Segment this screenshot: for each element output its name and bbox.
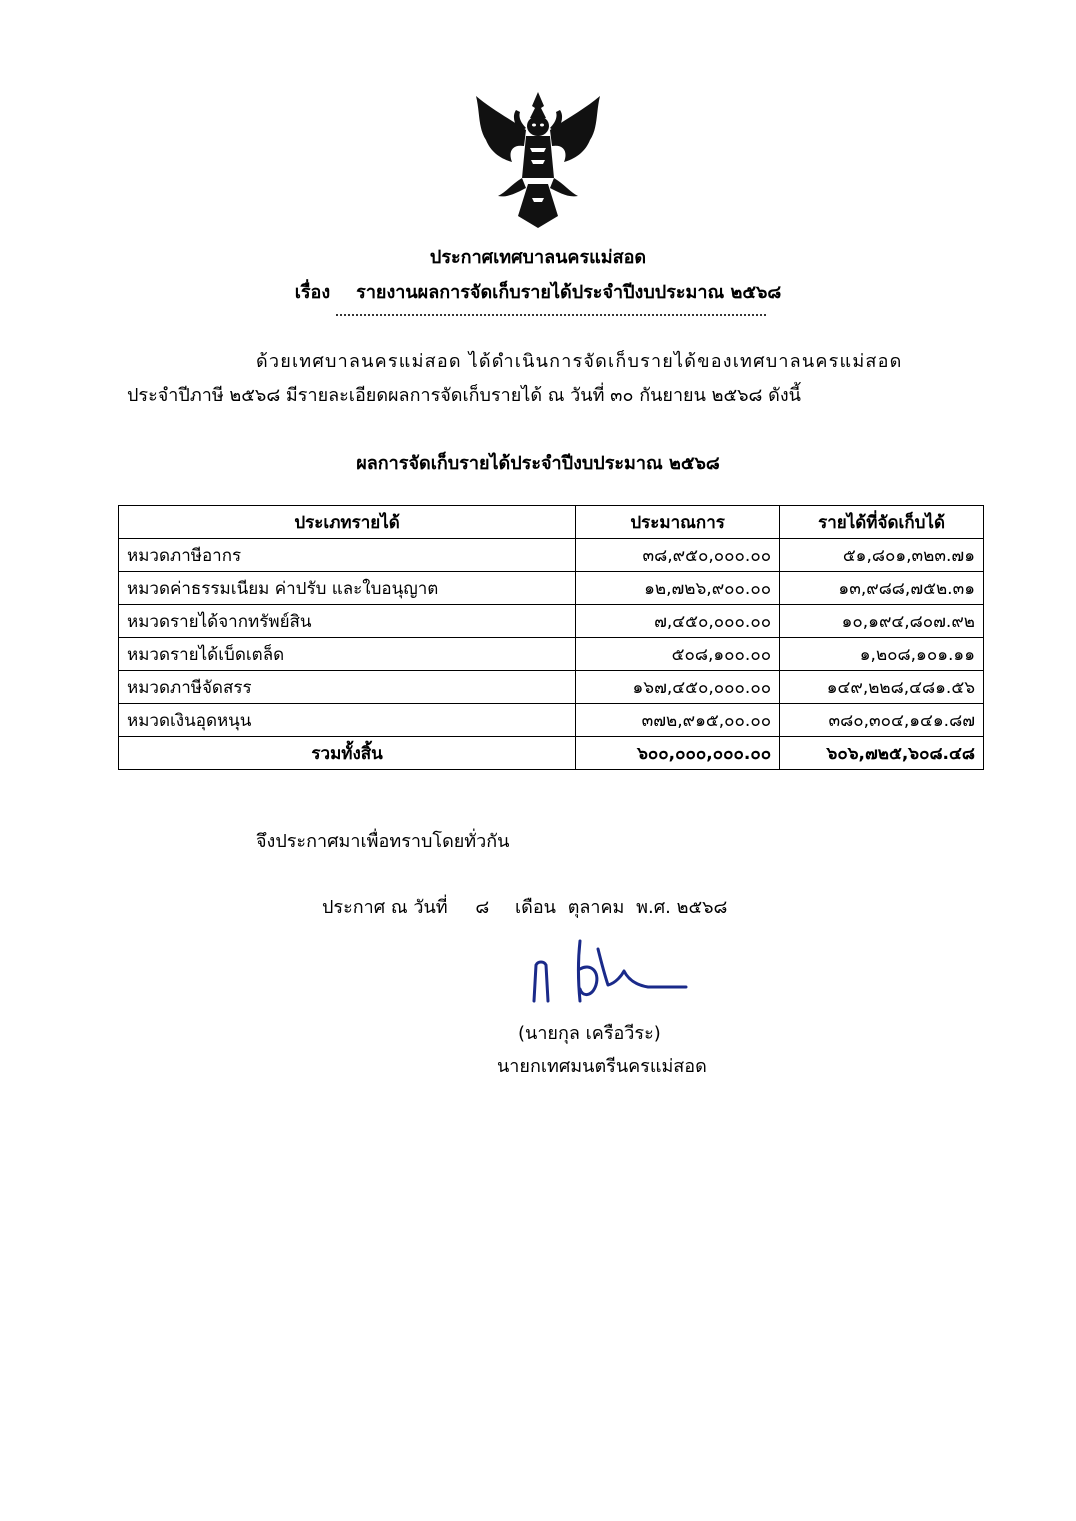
garuda-emblem-icon [468, 88, 608, 233]
table-title: ผลการจัดเก็บรายได้ประจำปีงบประมาณ ๒๕๖๘ [356, 453, 720, 474]
row-estimate: ๑๖๗,๔๕๐,๐๐๐.๐๐ [576, 671, 780, 704]
header-estimate: ประมาณการ [576, 506, 780, 539]
dotted-divider [336, 306, 766, 316]
revenue-table [118, 505, 984, 770]
row-collected: ๕๑,๘๐๑,๓๒๓.๗๑ [780, 539, 984, 572]
subject-text: รายงานผลการจัดเก็บรายได้ประจำปีงบประมาณ ๒๕๖๘ [356, 282, 782, 303]
signatory-position: นายกเทศมนตรีนครแม่สอด [497, 1056, 707, 1077]
date-prefix: ประกาศ ณ วันที่ [322, 897, 448, 918]
table-row [119, 572, 984, 605]
row-estimate: ๗,๔๕๐,๐๐๐.๐๐ [576, 605, 780, 638]
body-paragraph-line-1: ด้วยเทศบาลนครแม่สอด ได้ดำเนินการจัดเก็บรายได้ของเทศบาลนครแม่สอด [256, 351, 903, 372]
signature-icon [524, 935, 694, 1010]
date-year: พ.ศ. ๒๕๖๘ [636, 897, 728, 918]
total-collected: ๖๐๖,๗๒๕,๖๐๘.๔๘ [780, 737, 984, 770]
table-header-row [119, 506, 984, 539]
header-revenue-type: ประเภทรายได้ [119, 506, 576, 539]
date-month-label: เดือน [514, 897, 556, 918]
table-row [119, 539, 984, 572]
row-collected: ๑,๒๐๘,๑๐๑.๑๑ [780, 638, 984, 671]
total-label: รวมทั้งสิ้น [119, 737, 576, 770]
row-category: หมวดรายได้จากทรัพย์สิน [119, 605, 576, 638]
row-category: หมวดภาษีอากร [119, 539, 576, 572]
date-month: ตุลาคม [567, 897, 625, 918]
date-day: ๘ [475, 897, 490, 918]
table-row [119, 638, 984, 671]
row-estimate: ๕๐๘,๑๐๐.๐๐ [576, 638, 780, 671]
row-collected: ๑๔๙,๒๒๘,๔๘๑.๕๖ [780, 671, 984, 704]
body-paragraph-line-2: ประจำปีภาษี ๒๕๖๘ มีรายละเอียดผลการจัดเก็บรายได้ ณ วันที่ ๓๐ กันยายน ๒๕๖๘ ดังนี้ [127, 385, 801, 406]
announcement-title: ประกาศเทศบาลนครแม่สอด [429, 247, 647, 268]
row-category: หมวดภาษีจัดสรร [119, 671, 576, 704]
closing-statement: จึงประกาศมาเพื่อทราบโดยทั่วกัน [256, 831, 510, 852]
table-row [119, 671, 984, 704]
row-estimate: ๑๒,๗๒๖,๙๐๐.๐๐ [576, 572, 780, 605]
signatory-name: (นายกุล เครือวีระ) [518, 1023, 661, 1044]
row-category: หมวดรายได้เบ็ดเตล็ด [119, 638, 576, 671]
table-total-row [119, 737, 984, 770]
row-collected: ๑๓,๙๘๘,๗๕๒.๓๑ [780, 572, 984, 605]
row-category: หมวดเงินอุดหนุน [119, 704, 576, 737]
table-row [119, 605, 984, 638]
row-category: หมวดค่าธรรมเนียม ค่าปรับ และใบอนุญาต [119, 572, 576, 605]
subject-label: เรื่อง [294, 282, 331, 303]
total-estimate: ๖๐๐,๐๐๐,๐๐๐.๐๐ [576, 737, 780, 770]
announcement-subject [0, 277, 1076, 306]
row-collected: ๓๘๐,๓๐๔,๑๔๑.๘๗ [780, 704, 984, 737]
row-estimate: ๓๗๒,๙๑๕,๐๐.๐๐ [576, 704, 780, 737]
announcement-date [322, 892, 727, 921]
row-estimate: ๓๘,๙๕๐,๐๐๐.๐๐ [576, 539, 780, 572]
table-row [119, 704, 984, 737]
header-collected: รายได้ที่จัดเก็บได้ [780, 506, 984, 539]
row-collected: ๑๐,๑๙๔,๘๐๗.๙๒ [780, 605, 984, 638]
